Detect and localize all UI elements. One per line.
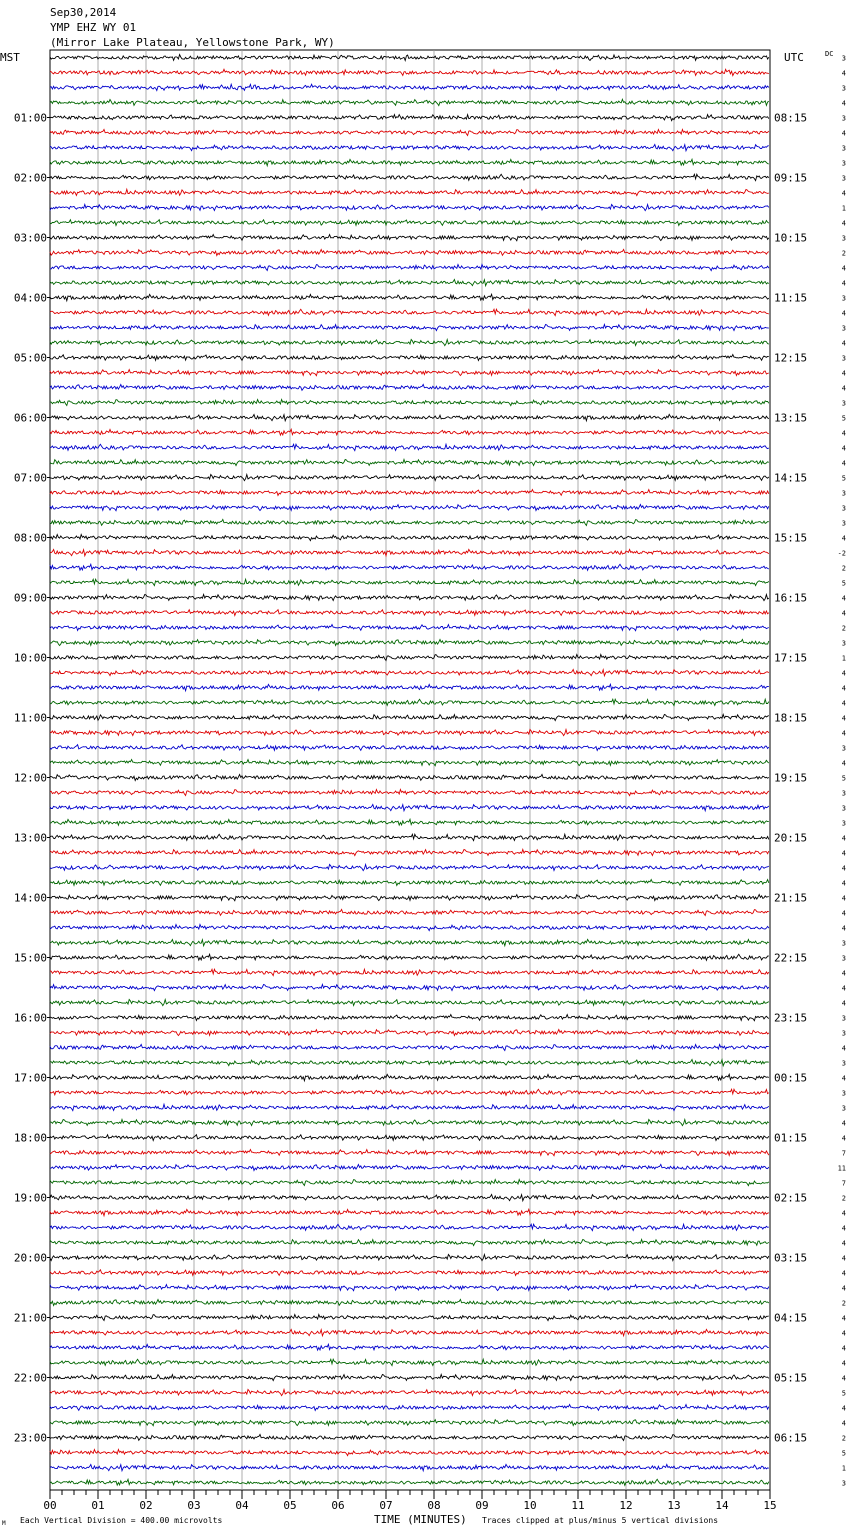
dc-offset-label: 4 (841, 1314, 846, 1323)
mst-hour-label: 10:00 (13, 651, 47, 665)
seismic-trace-84 (50, 1299, 769, 1305)
mst-hour-label: 09:00 (13, 591, 47, 605)
seismic-trace-21 (50, 355, 769, 361)
seismic-trace-22 (50, 370, 769, 376)
utc-hour-label: 08:15 (774, 111, 808, 125)
dc-offset-label: 3 (841, 294, 846, 303)
seismic-trace-77 (50, 1195, 769, 1201)
utc-hour-label: 10:15 (774, 231, 808, 245)
seismic-trace-66 (50, 1030, 769, 1036)
seismic-trace-56 (50, 880, 769, 886)
dc-offset-label: 4 (841, 669, 846, 678)
dc-offset-label: 4 (841, 309, 846, 318)
seismic-trace-27 (50, 444, 769, 450)
dc-offset-label: 5 (841, 1389, 846, 1398)
x-tick-label: 09 (475, 1499, 489, 1512)
right-timezone-label: UTC (784, 51, 804, 64)
dc-offset-label: 4 (841, 849, 846, 858)
dc-offset-label: 5 (841, 414, 846, 423)
seismic-trace-75 (50, 1164, 769, 1170)
x-tick-label: 08 (427, 1499, 441, 1512)
mst-hour-label: 18:00 (13, 1131, 47, 1145)
utc-hour-label: 23:15 (774, 1011, 808, 1025)
seismic-trace-32 (50, 519, 769, 525)
dc-offset-label: 3 (841, 744, 846, 753)
mst-hour-label: 19:00 (13, 1191, 47, 1205)
dc-offset-label: 4 (841, 1044, 846, 1053)
dc-offset-label: 4 (841, 969, 846, 978)
dc-offset-label: 3 (841, 519, 846, 528)
seismic-trace-88 (50, 1359, 769, 1365)
seismic-trace-3 (50, 84, 769, 90)
seismic-trace-43 (50, 684, 769, 690)
dc-offset-label: 3 (841, 354, 846, 363)
mst-hour-label: 04:00 (13, 291, 47, 305)
dc-offset-label: 4 (841, 759, 846, 768)
seismic-trace-82 (50, 1270, 769, 1276)
seismic-trace-14 (50, 249, 769, 255)
dc-offset-label: 3 (841, 159, 846, 168)
dc-offset-label: 5 (841, 579, 846, 588)
seismic-trace-2 (50, 69, 769, 75)
dc-offset-label: 4 (841, 1329, 846, 1338)
dc-offset-label: 4 (841, 1134, 846, 1143)
dc-offset-label: 4 (841, 534, 846, 543)
mst-hour-label: 14:00 (13, 891, 47, 905)
dc-offset-label: 4 (841, 834, 846, 843)
utc-hour-label: 19:15 (774, 771, 808, 785)
dc-offset-label: -2 (837, 549, 846, 558)
dc-offset-label: 3 (841, 954, 846, 963)
seismic-trace-12 (50, 220, 769, 226)
seismic-trace-16 (50, 280, 769, 286)
seismic-trace-34 (50, 549, 769, 555)
seismic-trace-64 (50, 1000, 769, 1006)
dc-offset-label: 4 (841, 1344, 846, 1353)
dc-offset-label: 5 (841, 774, 846, 783)
dc-offset-label: 3 (841, 174, 846, 183)
seismic-trace-63 (50, 985, 769, 991)
dc-offset-label: 4 (841, 369, 846, 378)
dc-offset-label: 4 (841, 1254, 846, 1263)
seismic-trace-26 (50, 429, 769, 435)
dc-offset-label: 3 (841, 324, 846, 333)
dc-offset-label: 4 (841, 924, 846, 933)
dc-offset-label: 4 (841, 429, 846, 438)
dc-offset-label: 4 (841, 714, 846, 723)
seismic-trace-93 (50, 1434, 769, 1440)
dc-offset-label: 4 (841, 99, 846, 108)
dc-offset-label: 3 (841, 234, 846, 243)
dc-offset-label: 4 (841, 1419, 846, 1428)
x-tick-label: 05 (283, 1499, 297, 1512)
x-tick-label: 07 (379, 1499, 393, 1512)
utc-hour-label: 00:15 (774, 1071, 808, 1085)
dc-offset-label: 4 (841, 129, 846, 138)
dc-offset-label: 4 (841, 984, 846, 993)
seismic-trace-59 (50, 925, 769, 931)
dc-offset-label: 2 (841, 249, 846, 258)
x-tick-label: 15 (763, 1499, 777, 1512)
dc-offset-label: 4 (841, 729, 846, 738)
seismic-trace-40 (50, 639, 769, 645)
mst-hour-label: 17:00 (13, 1071, 47, 1085)
dc-offset-label: 4 (841, 699, 846, 708)
mst-hour-label: 16:00 (13, 1011, 47, 1025)
dc-offset-label: 4 (841, 1239, 846, 1248)
dc-offset-label: 1 (841, 654, 846, 663)
dc-offset-label: 4 (841, 684, 846, 693)
x-tick-label: 06 (331, 1499, 345, 1512)
dc-offset-label: 4 (841, 1074, 846, 1083)
dc-offset-label: 4 (841, 339, 846, 348)
seismic-trace-95 (50, 1464, 769, 1470)
mst-hour-label: 02:00 (13, 171, 47, 185)
seismic-trace-7 (50, 145, 769, 151)
utc-hour-label: 01:15 (774, 1131, 808, 1145)
header-location: (Mirror Lake Plateau, Yellowstone Park, WY) (50, 36, 335, 49)
mst-hour-label: 05:00 (13, 351, 47, 365)
seismic-trace-15 (50, 265, 769, 271)
seismic-trace-25 (50, 414, 769, 420)
dc-offset-label: 3 (841, 504, 846, 513)
dc-offset-label: 3 (841, 114, 846, 123)
dc-offset-label: 11 (837, 1164, 846, 1173)
seismic-trace-81 (50, 1255, 769, 1261)
dc-offset-label: 3 (841, 1104, 846, 1113)
seismic-trace-5 (50, 115, 769, 121)
mst-hour-label: 13:00 (13, 831, 47, 845)
dc-offset-label: 4 (841, 444, 846, 453)
utc-hour-label: 14:15 (774, 471, 808, 485)
dc-offset-label: 4 (841, 1374, 846, 1383)
seismic-trace-29 (50, 475, 769, 481)
seismic-trace-19 (50, 325, 769, 331)
seismic-trace-62 (50, 969, 769, 975)
seismic-trace-73 (50, 1135, 769, 1141)
seismic-trace-4 (50, 99, 769, 105)
dc-offset-label: 3 (841, 399, 846, 408)
seismic-trace-79 (50, 1224, 769, 1230)
dc-offset-label: 4 (841, 1209, 846, 1218)
dc-offset-label: 3 (841, 1014, 846, 1023)
mst-hour-label: 20:00 (13, 1251, 47, 1265)
seismic-trace-71 (50, 1104, 769, 1110)
seismic-trace-6 (50, 129, 769, 135)
x-tick-label: 01 (91, 1499, 105, 1512)
dc-offset-labels (838, 55, 846, 1488)
dc-offset-label: 3 (841, 1029, 846, 1038)
seismic-trace-54 (50, 850, 769, 856)
utc-hour-label: 06:15 (774, 1431, 808, 1445)
x-tick-label: 02 (139, 1499, 153, 1512)
x-tick-label: 04 (235, 1499, 249, 1512)
dc-offset-label: 2 (841, 624, 846, 633)
dc-offset-label: 2 (841, 1194, 846, 1203)
seismic-trace-44 (50, 699, 769, 705)
footer-clip-note: Traces clipped at plus/minus 5 vertical divisions (482, 1516, 719, 1525)
seismic-trace-48 (50, 760, 769, 766)
seismic-trace-83 (50, 1285, 769, 1291)
dc-offset-label: 4 (841, 279, 846, 288)
seismic-trace-92 (50, 1420, 769, 1426)
seismic-trace-39 (50, 625, 769, 631)
dc-offset-label: 3 (841, 804, 846, 813)
seismic-trace-58 (50, 909, 769, 915)
seismic-trace-68 (50, 1060, 769, 1066)
seismic-trace-9 (50, 174, 769, 180)
seismic-trace-37 (50, 595, 769, 601)
seismic-trace-11 (50, 205, 769, 211)
seismic-trace-45 (50, 715, 769, 721)
seismic-trace-1 (50, 55, 769, 61)
dc-offset-label: 1 (841, 204, 846, 213)
mst-hour-label: 22:00 (13, 1371, 47, 1385)
dc-offset-label: 3 (841, 1089, 846, 1098)
mst-hour-label: 23:00 (13, 1431, 47, 1445)
dc-offset-label: 3 (841, 1479, 846, 1488)
mst-hour-label: 12:00 (13, 771, 47, 785)
seismic-trace-55 (50, 865, 769, 871)
dc-offset-label: 3 (841, 84, 846, 93)
mst-hour-label: 15:00 (13, 951, 47, 965)
mst-hour-label: 07:00 (13, 471, 47, 485)
dc-offset-label: 3 (841, 819, 846, 828)
mst-hour-label: 03:00 (13, 231, 47, 245)
utc-hour-label: 13:15 (774, 411, 808, 425)
dc-offset-label: 4 (841, 864, 846, 873)
x-tick-label: 11 (571, 1499, 585, 1512)
dc-offset-label: 4 (841, 459, 846, 468)
utc-hour-label: 21:15 (774, 891, 808, 905)
dc-offset-label: 4 (841, 1359, 846, 1368)
seismic-trace-17 (50, 294, 769, 300)
footer-scale-note: Each Vertical Division = 400.00 microvolts (20, 1516, 223, 1525)
utc-hour-label: 05:15 (774, 1371, 808, 1385)
seismic-trace-30 (50, 490, 769, 496)
seismic-trace-87 (50, 1344, 769, 1350)
dc-offset-label: 2 (841, 1299, 846, 1308)
seismic-trace-46 (50, 730, 769, 736)
seismic-trace-72 (50, 1120, 769, 1126)
seismic-trace-47 (50, 745, 769, 751)
seismic-trace-70 (50, 1089, 769, 1095)
dc-offset-label: 3 (841, 789, 846, 798)
seismic-trace-90 (50, 1390, 769, 1396)
utc-hour-label: 16:15 (774, 591, 808, 605)
seismic-trace-85 (50, 1315, 769, 1321)
seismic-trace-33 (50, 535, 769, 541)
seismic-trace-13 (50, 235, 769, 241)
dc-offset-label: 4 (841, 894, 846, 903)
dc-offset-label: 4 (841, 609, 846, 618)
seismic-trace-67 (50, 1044, 769, 1050)
seismic-trace-35 (50, 564, 769, 570)
seismic-trace-78 (50, 1209, 769, 1215)
dc-offset-label: 4 (841, 1269, 846, 1278)
seismic-trace-24 (50, 400, 769, 406)
mst-hour-label: 08:00 (13, 531, 47, 545)
seismic-trace-41 (50, 655, 769, 661)
utc-hour-label: 17:15 (774, 651, 808, 665)
seismic-trace-8 (50, 159, 769, 165)
seismic-trace-38 (50, 610, 769, 616)
seismic-trace-23 (50, 384, 769, 390)
seismic-trace-18 (50, 309, 769, 315)
seismic-trace-50 (50, 790, 769, 796)
utc-hour-label: 11:15 (774, 291, 808, 305)
utc-hour-label: 09:15 (774, 171, 808, 185)
dc-offset-label: 3 (841, 144, 846, 153)
dc-offset-label: 2 (841, 1434, 846, 1443)
x-axis-title: TIME (MINUTES) (374, 1513, 467, 1526)
x-tick-label: 10 (523, 1499, 537, 1512)
dc-offset-label: 3 (841, 489, 846, 498)
seismic-trace-91 (50, 1405, 769, 1411)
utc-hour-label: 02:15 (774, 1191, 808, 1205)
dc-offset-label: 4 (841, 1404, 846, 1413)
utc-hour-label: 18:15 (774, 711, 808, 725)
dc-offset-label: 3 (841, 54, 846, 63)
seismic-trace-28 (50, 460, 769, 466)
mst-hour-labels (14, 112, 50, 1445)
utc-hour-label: 15:15 (774, 531, 808, 545)
dc-offset-label: 3 (841, 639, 846, 648)
dc-offset-label: 7 (841, 1149, 846, 1158)
mst-hour-label: 11:00 (13, 711, 47, 725)
dc-offset-label: 4 (841, 879, 846, 888)
dc-offset-label: 4 (841, 1224, 846, 1233)
mst-hour-label: 01:00 (13, 111, 47, 125)
seismic-trace-52 (50, 819, 769, 825)
utc-hour-label: 04:15 (774, 1311, 808, 1325)
seismic-trace-76 (50, 1180, 769, 1186)
seismic-traces (50, 55, 769, 1486)
seismic-trace-86 (50, 1329, 769, 1335)
seismic-trace-61 (50, 954, 769, 960)
x-tick-label: 00 (43, 1499, 57, 1512)
time-axis (43, 1490, 776, 1512)
dc-column-header: DC (825, 50, 834, 58)
x-tick-label: 13 (667, 1499, 681, 1512)
seismic-trace-94 (50, 1450, 769, 1456)
dc-offset-label: 5 (841, 474, 846, 483)
dc-offset-label: 4 (841, 189, 846, 198)
dc-offset-label: 4 (841, 1284, 846, 1293)
seismic-trace-10 (50, 189, 769, 195)
mst-hour-label: 21:00 (13, 1311, 47, 1325)
seismic-trace-31 (50, 505, 769, 511)
dc-offset-label: 4 (841, 1119, 846, 1128)
seismic-trace-96 (50, 1479, 769, 1485)
footer-mark: M (2, 1520, 6, 1527)
header-date: Sep30,2014 (50, 6, 117, 19)
seismic-trace-57 (50, 895, 769, 901)
utc-hour-label: 12:15 (774, 351, 808, 365)
dc-offset-label: 4 (841, 909, 846, 918)
utc-hour-label: 20:15 (774, 831, 808, 845)
x-tick-label: 14 (715, 1499, 729, 1512)
dc-offset-label: 3 (841, 1059, 846, 1068)
dc-offset-label: 4 (841, 264, 846, 273)
dc-offset-label: 4 (841, 219, 846, 228)
seismic-trace-53 (50, 834, 769, 840)
seismic-trace-36 (50, 579, 769, 585)
left-timezone-label: MST (0, 51, 20, 64)
mst-hour-label: 06:00 (13, 411, 47, 425)
seismic-trace-60 (50, 939, 769, 945)
header-station: YMP EHZ WY 01 (50, 21, 137, 34)
dc-offset-label: 2 (841, 564, 846, 573)
dc-offset-label: 4 (841, 384, 846, 393)
seismic-trace-69 (50, 1074, 769, 1080)
utc-hour-label: 03:15 (774, 1251, 808, 1265)
seismic-trace-49 (50, 774, 769, 780)
seismic-trace-51 (50, 805, 769, 811)
dc-offset-label: 4 (841, 594, 846, 603)
seismic-trace-65 (50, 1015, 769, 1021)
dc-offset-label: 1 (841, 1464, 846, 1473)
x-tick-label: 03 (187, 1499, 201, 1512)
utc-hour-labels (774, 112, 807, 1445)
utc-hour-label: 22:15 (774, 951, 808, 965)
dc-offset-label: 4 (841, 69, 846, 78)
seismic-trace-80 (50, 1240, 769, 1246)
seismic-trace-20 (50, 340, 769, 346)
seismic-trace-74 (50, 1150, 769, 1156)
x-tick-label: 12 (619, 1499, 633, 1512)
dc-offset-label: 5 (841, 1449, 846, 1458)
dc-offset-label: 3 (841, 939, 846, 948)
seismic-trace-42 (50, 670, 769, 676)
seismic-trace-89 (50, 1375, 769, 1381)
dc-offset-label: 7 (841, 1179, 846, 1188)
dc-offset-label: 4 (841, 999, 846, 1008)
